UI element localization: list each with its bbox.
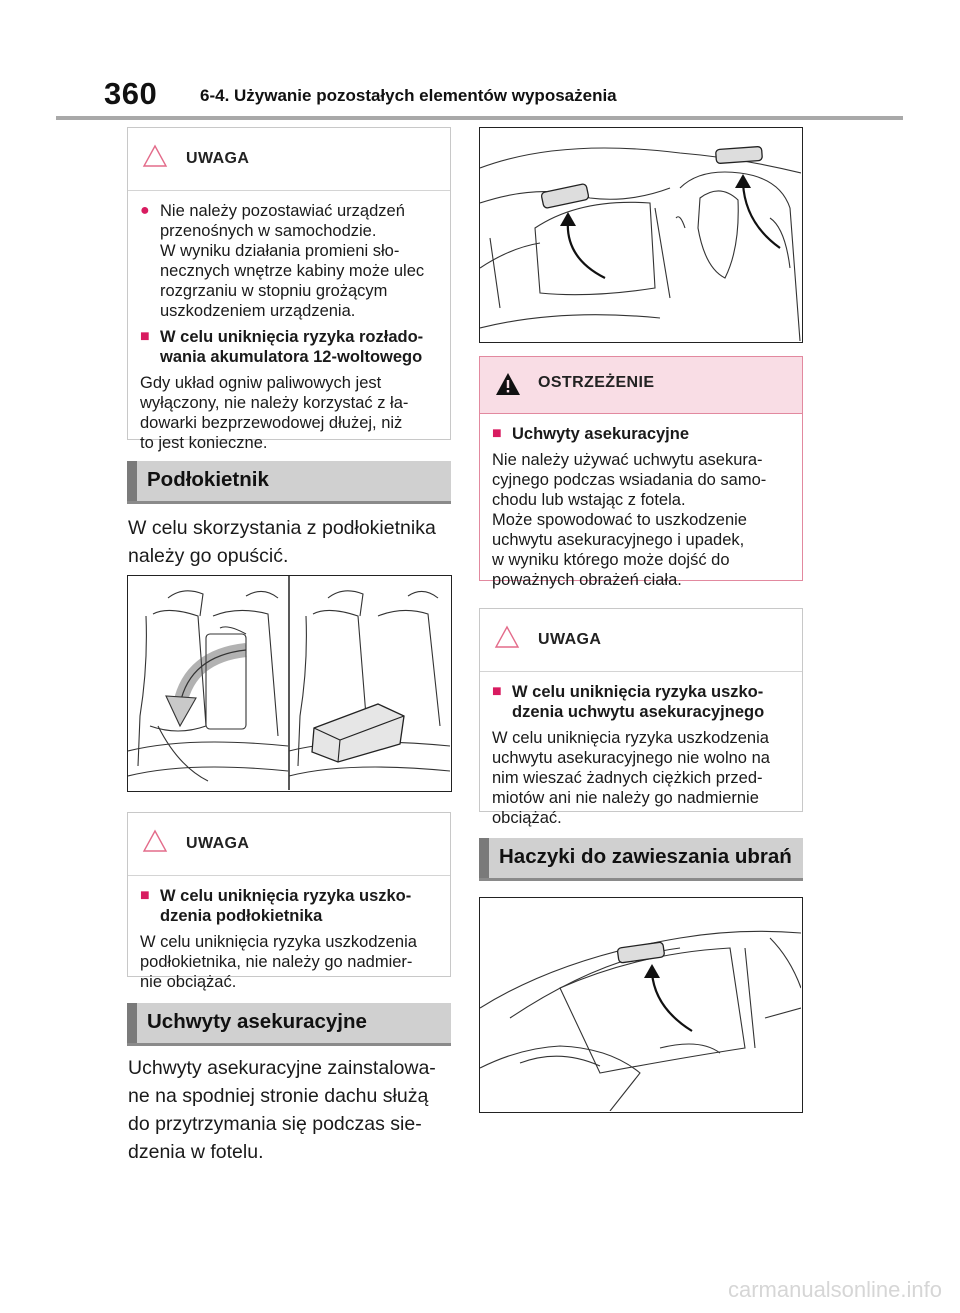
text-line: Nie należy pozostawiać urządzeń [160, 202, 405, 220]
text-line: nie obciążać. [140, 973, 237, 991]
caution-box-battery [127, 127, 451, 452]
bullet-square-icon: ■ [140, 887, 150, 904]
text-line: obciążać. [492, 809, 562, 827]
text-line: W celu uniknięcia ryzyka uszkodzenia [140, 933, 417, 951]
text-line: rozgrzaniu w stopniu grożącym [160, 282, 388, 300]
warning-text [492, 450, 790, 590]
text-line: Uchwyty asekuracyjne [512, 425, 690, 443]
text-line: dowarki bezprzewodowej dłużej, niż [140, 414, 403, 432]
caution-text [140, 373, 438, 453]
text-line: Uchwyty asekuracyjne zainstalowa- [128, 1057, 436, 1079]
text-line: W celu uniknięcia ryzyka rozłado- [160, 328, 424, 346]
caution-body [480, 672, 802, 828]
text-line: dzenia uchwytu asekuracyjnego [512, 703, 765, 721]
warning-box-grips [479, 356, 803, 589]
text-line: uchwytu asekuracyjnego i upadek, [492, 531, 745, 549]
text-line: podłokietnika, nie należy go nadmier- [140, 953, 413, 971]
assist-grips-illustration [479, 127, 803, 343]
text-line: nim wieszać żadnych ciężkich przed- [492, 769, 763, 787]
watermark: carmanualsonline.info [727, 1277, 942, 1302]
armrest-drawing [128, 576, 450, 790]
text-line: W celu uniknięcia ryzyka uszkodzenia [492, 729, 769, 747]
bullet-square-icon: ■ [140, 328, 150, 345]
text-line: uszkodzeniem urządzenia. [160, 302, 356, 320]
text-line: necznych wnętrze kabiny może ulec [160, 262, 425, 280]
caution-triangle-icon [142, 144, 168, 168]
bullet-square-icon: ■ [492, 425, 502, 442]
text-line: wyłączony, nie należy korzystać z ła- [140, 394, 409, 412]
text-line: Nie należy używać uchwytu asekura- [492, 451, 763, 469]
section-heading-grips [127, 1003, 451, 1043]
caution-box-grips [479, 608, 803, 827]
caution-header [480, 609, 802, 672]
text-line: cyjnego podczas wsiadania do samo- [492, 471, 767, 489]
bullet-circle-icon: ● [140, 202, 150, 219]
section-heading-coat-hooks [479, 838, 803, 878]
coat-hooks-drawing [480, 898, 801, 1111]
warning-header [480, 357, 802, 414]
caution-label: UWAGA [538, 631, 602, 648]
caution-triangle-icon [142, 829, 168, 853]
caution-subheading [140, 886, 438, 926]
caution-body [128, 876, 450, 992]
text-line: miotów ani nie należy go nadmiernie [492, 789, 759, 807]
grips-paragraph [128, 1054, 458, 1166]
heading-text: Haczyki do zawieszania ubrań [499, 845, 792, 868]
text-line: W wyniku działania promieni sło- [160, 242, 400, 260]
caution-text [492, 728, 790, 828]
bullet-square-icon: ■ [492, 683, 502, 700]
caution-label: UWAGA [186, 835, 250, 852]
caution-text [140, 932, 438, 992]
text-line: przenośnych w samochodzie. [160, 222, 377, 240]
page-number: 360 [104, 76, 158, 111]
coat-hooks-illustration [479, 897, 803, 1113]
text-line: W celu uniknięcia ryzyka uszko- [160, 887, 412, 905]
warning-triangle-icon [494, 371, 522, 397]
caution-subheading [492, 682, 790, 722]
text-line: dzenia w fotelu. [128, 1141, 264, 1163]
text-line: chodu lub wstając z fotela. [492, 491, 686, 509]
assist-grips-drawing [480, 128, 801, 341]
caution-header [128, 128, 450, 191]
warning-label: OSTRZEŻENIE [538, 374, 655, 391]
caution-bullet [140, 201, 438, 321]
armrest-illustration [127, 575, 452, 792]
text-line: poważnych obrażeń ciała. [492, 571, 682, 589]
text-line: w wyniku którego może dojść do [492, 551, 730, 569]
caution-body [128, 191, 450, 453]
heading-text: Uchwyty asekuracyjne [147, 1010, 367, 1033]
heading-text: Podłokietnik [147, 468, 269, 491]
text-line: ne na spodniej stronie dachu służą [128, 1085, 429, 1107]
text-line: uchwytu asekuracyjnego nie wolno na [492, 749, 770, 767]
section-heading-armrest [127, 461, 451, 501]
text-line: wania akumulatora 12-woltowego [160, 348, 423, 366]
warning-subheading [492, 424, 790, 444]
warning-body [480, 414, 802, 590]
text-line: do przytrzymania się podczas sie- [128, 1113, 422, 1135]
text-line: Gdy układ ogniw paliwowych jest [140, 374, 382, 392]
caution-header [128, 813, 450, 876]
text-line: Może spowodować to uszkodzenie [492, 511, 747, 529]
caution-subheading [140, 327, 438, 367]
header-rule [56, 116, 903, 120]
section-title: 6-4. Używanie pozostałych elementów wyposażenia [200, 86, 617, 105]
text-line: należy go opuścić. [128, 545, 289, 567]
caution-label: UWAGA [186, 150, 250, 167]
caution-triangle-icon [494, 625, 520, 649]
text-line: dzenia podłokietnika [160, 907, 323, 925]
text-line: W celu skorzystania z podłokietnika [128, 517, 436, 539]
armrest-paragraph [128, 514, 458, 570]
text-line: to jest konieczne. [140, 434, 268, 452]
caution-box-armrest [127, 812, 451, 991]
text-line: W celu uniknięcia ryzyka uszko- [512, 683, 764, 701]
